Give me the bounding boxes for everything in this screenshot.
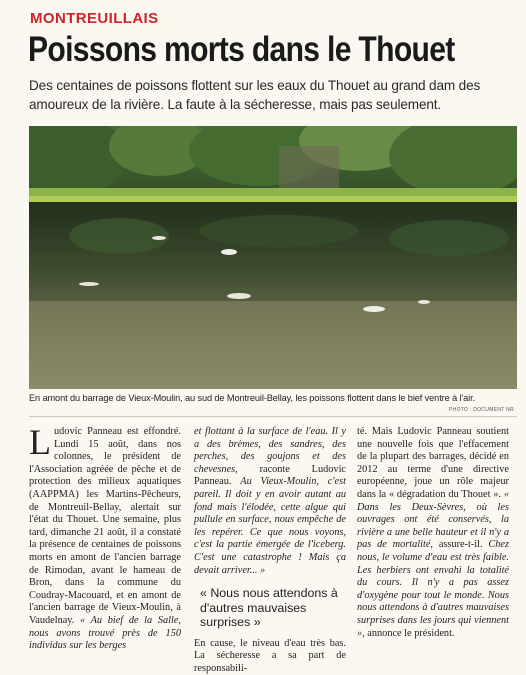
column-3-text-1: té. Mais Ludovic Panneau soutient une nouvelle fois que l'effacement de la plupart des barrages, décidé en 2012 au terme d'une directive européenne, joue un rôle majeur dans la « dégradation du Thouet ». [357, 426, 509, 500]
column-2-quote: et flottant à la surface de l'eau. Il y a des brèmes, des sandres, des perches, des goujons et des chevesnes, [194, 426, 346, 475]
pull-quote: « Nous nous attendons à d'autres mauvaises surprises » [200, 586, 338, 630]
article-column-3 [357, 426, 509, 640]
divider [29, 416, 517, 417]
river-photo-illustration [29, 126, 517, 389]
column-2-text-2: En cause, le niveau d'eau très bas. La sécheresse a sa part de responsabili- [194, 637, 346, 674]
article-photo [29, 126, 517, 389]
article-headline: Poissons morts dans le Thouet [28, 30, 455, 69]
section-kicker: MONTREUILLAIS [30, 10, 159, 27]
article-column-1 [29, 422, 181, 653]
drop-cap: L [29, 422, 51, 462]
article-column-2 [194, 426, 346, 675]
column-2-text-1: raconte Ludovic Panneau. [194, 463, 346, 488]
column-2-quote-2: Au Vieux-Moulin, c'est pareil. Il doit y en avoir autant au fond mais l'élodée, cette algue qui pullule en surface, nous empêche de les repérer. Ce que nous voyons, c'est la partie émergée de l'iceberg. C'est une catastrophe ! Mais ça devait arriver... » [194, 476, 346, 576]
column-1-text: udovic Panneau est effondré. Lundi 15 août, dans nos colonnes, le président de l'Association agréée de pêche et de protection des milieux aquatiques (AAPPMA) les Martins-Pêcheurs, de Montreuil-Bellay, alertait sur l'état du Thouet. Une semaine, plus tard, dimanche 21 août, il a constaté la présence de centaines de poissons morts en amont de l'ancien barrage de Rimodan, avant le hameau de Bron, dans la commune du Coudray-Macouard, et en amont de l'ancien barrage de Vieux-Moulin, à Vaudelnay. [29, 426, 181, 626]
photo-caption: En amont du barrage de Vieux-Moulin, au sud de Montreuil-Bellay, les poissons flottent dans le bief ventre à l'air. [29, 393, 475, 403]
column-3-text-3: , annonce le président. [362, 627, 455, 639]
column-3-quote-2: Chez nous, le volume d'eau est très faible. Les herbiers ont envahi la totalité du cours. Il n'y a pas assez d'oxygène pour tout le monde. Nous nous attendons à d'autres mauvaises surprises dans les jours qui viennent » [357, 539, 509, 639]
photo-credit: PHOTO : DOCUMENT NR [449, 407, 514, 413]
article-standfirst: Des centaines de poissons flottent sur les eaux du Thouet au grand dam des amoureux de la rivière. La faute à la sécheresse, mais pas seulement. [29, 78, 481, 112]
column-3-text-2: assure-t-il. [433, 539, 489, 551]
column-3-quote: « Dans les Deux-Sèvres, où les ouvrages ont été conservés, la rivière a une belle hauteur et il n'y a pas de mortalité, [357, 488, 509, 551]
column-1-quote: « Au bief de la Salle, nous avons trouvé près de 150 individus sur les berges [29, 614, 181, 652]
